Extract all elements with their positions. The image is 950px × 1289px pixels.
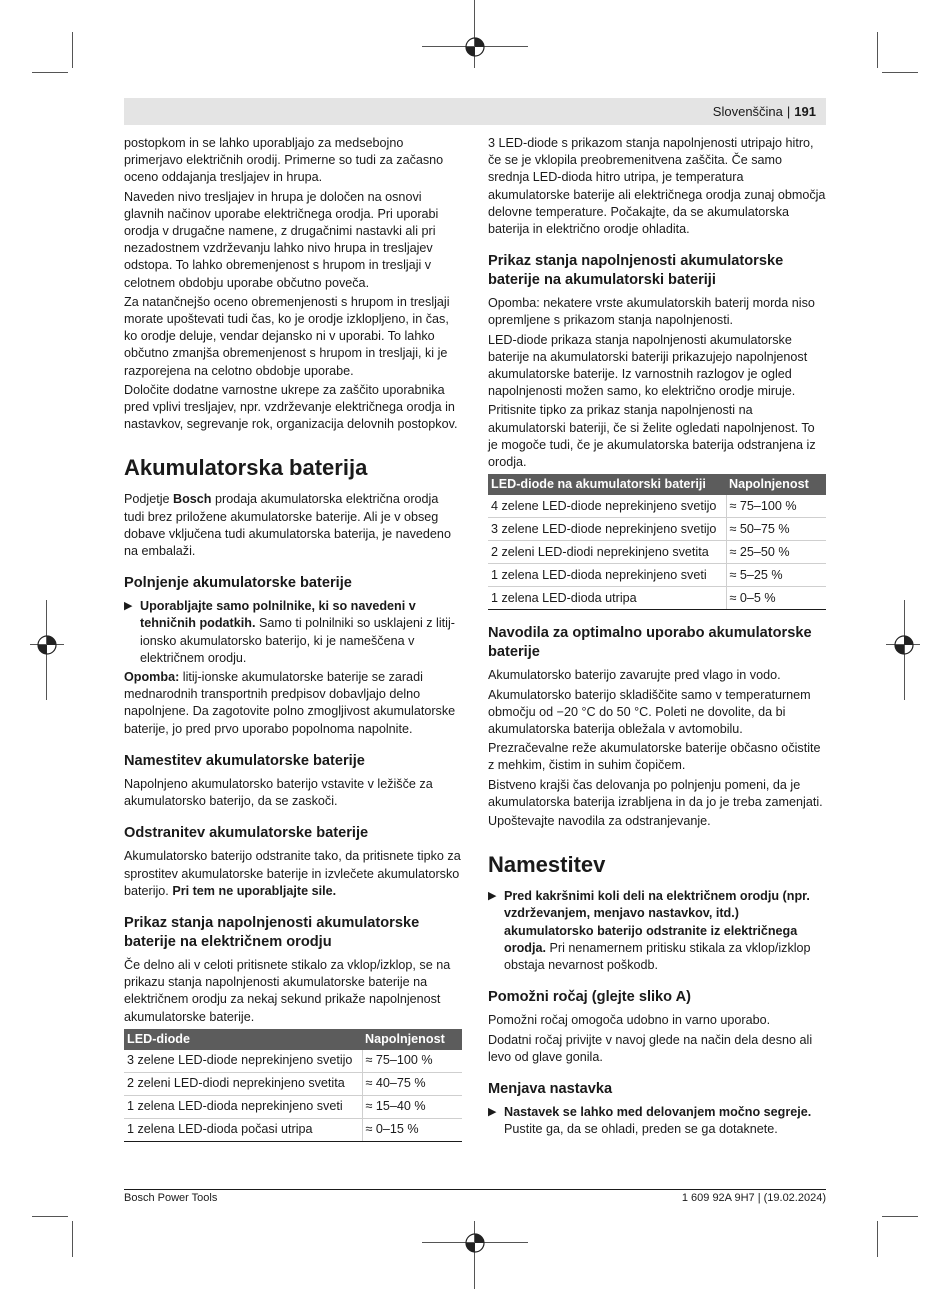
crop-mark <box>882 72 918 73</box>
section-title: Namestitev <box>488 852 606 878</box>
table-row: 4 zelene LED-diode neprekinjeno svetijo ≈ 75–100 % <box>488 495 826 518</box>
paragraph: Naveden nivo tresljajev in hrupa je določen na osnovi glavnih načinov uporabe električnega orodja. Pri uporabi orodja v drugačne namene, z drugačnimi nastavki ali pri nezadostnem vzdrževanju lahko nivo hrupa in tresljajev odstopa. To lahko obremenjenost s hrupom in tresljaji v celotnem obdobju uporabe občutno poveča. <box>124 189 439 290</box>
paragraph: Akumulatorsko baterijo odstranite tako, da pritisnete tipko za sprostitev akumulatorske baterije in izvlečete akumulatorsko baterijo. Pri tem ne uporabljajte sile. <box>124 849 461 898</box>
table-header: LED-diode na akumulatorski bateriji <box>488 474 726 495</box>
subsection-title: Polnjenje akumulatorske baterije <box>124 575 352 592</box>
paragraph: Akumulatorsko baterijo zavarujte pred vlago in vodo. <box>488 668 781 683</box>
subsection-title: Namestitev akumulatorske baterije <box>124 752 365 769</box>
paragraph: Določite dodatne varnostne ukrepe za zaščito uporabnika pred vplivi tresljajev, npr. vzdrževanje električnega orodja in nastavkov, segrevanje rok, organizacija delovnih postopkov. <box>124 382 458 432</box>
crop-mark <box>72 32 73 68</box>
table-header: LED-diode <box>124 1029 362 1050</box>
battery-led-table <box>488 474 826 610</box>
footer-doc-id: 1 609 92A 9H7 | (19.02.2024) <box>681 1192 826 1204</box>
paragraph: Podjetje Bosch prodaja akumulatorska električna orodja tudi brez priložene akumulatorske baterije. Ali je v obseg dobave vključena tudi akumulatorska baterija, je navedeno na embalaži. <box>124 492 451 559</box>
paragraph: Pomožni ročaj omogoča udobno in varno uporabo. <box>488 1013 771 1028</box>
table-row: 2 zeleni LED-diodi neprekinjeno svetita ≈ 40–75 % <box>124 1072 462 1095</box>
bullet-triangle-icon: ▶ <box>124 600 133 613</box>
paragraph: Napolnjeno akumulatorsko baterijo vstavite v ležišče za akumulatorsko baterijo, da se zaskoči. <box>124 776 433 809</box>
paragraph: Če delno ali v celoti pritisnete stikalo za vklop/izklop, se na prikazu stanja napolnjenosti akumulatorske baterije na električnem orodju za nekaj sekund prikaže napolnjenost akumulatorske baterije. <box>124 957 451 1024</box>
crop-mark <box>32 72 68 73</box>
table-row: 1 zelena LED-dioda neprekinjeno sveti ≈ 15–40 % <box>124 1095 462 1118</box>
subsection-title: Navodila za optimalno uporabo akumulatorske baterije <box>488 625 812 661</box>
note: Opomba: litij-ionske akumulatorske baterije se zaradi mednarodnih transportnih predpisov dobavljajo delno napolnjene. Da zagotovite polno zmogljivost akumulatorske baterije, jo pred prvo uporabo popolnoma napolnite. <box>124 670 456 736</box>
paragraph: Prezračevalne reže akumulatorske baterije občasno očistite z mehkim, čistim in suhim čopičem. <box>488 741 821 773</box>
instruction-item: ▶ Pred kakršnimi koli deli na električnem orodju (npr. vzdrževanjem, menjavo nastavkov, itd.) akumulatorsko baterijo odstranite iz električnega orodja. Pri nenamernem pritisku stikala za vklop/izklop obstaja nevarnost poškodb. <box>488 889 811 973</box>
subsection-title: Menjava nastavka <box>488 1080 613 1097</box>
instruction-item: ▶ Nastavek se lahko med delovanjem močno segreje. Pustite ga, da se ohladi, preden se ga dotaknete. <box>488 1104 812 1137</box>
crop-mark <box>882 1216 918 1217</box>
section-title: Akumulatorska baterija <box>124 455 368 481</box>
paragraph: Dodatni ročaj privijte v navoj glede na način dela desno ali levo od glave gonila. <box>488 1032 813 1064</box>
crop-mark <box>72 1221 73 1257</box>
registration-mark-icon <box>36 634 58 656</box>
instruction-item: ▶ Uporabljajte samo polnilnike, ki so navedeni v tehničnih podatkih. Samo ti polnilniki so usklajeni z litij-ionsko akumulatorsko baterijo, ki je nameščena v električnem orodju. <box>124 599 455 665</box>
tool-led-table <box>124 1029 462 1142</box>
table-row: 2 zeleni LED-diodi neprekinjeno svetita ≈ 25–50 % <box>488 541 826 564</box>
table-header: Napolnjenost <box>726 474 826 495</box>
table-row: 1 zelena LED-dioda neprekinjeno sveti ≈ 5–25 % <box>488 564 826 587</box>
table-row: 1 zelena LED-dioda počasi utripa ≈ 0–15 % <box>124 1118 462 1141</box>
subsection-title: Prikaz stanja napolnjenosti akumulatorske baterije na akumulatorski bateriji <box>488 253 784 289</box>
paragraph: Za natančnejšo oceno obremenjenosti s hrupom in tresljaji morate upoštevati tudi čas, ko je orodje izklopljeno, in čas, ko orodje deluje, vendar dejansko ni v uporabi. To lahko občutno zmanjša obremenjenost s hrupom in tresljaji, ki je razporejena na celotno obdobje uporabe. <box>124 294 450 378</box>
table-header: Napolnjenost <box>362 1029 462 1050</box>
paragraph: 3 LED-diode s prikazom stanja napolnjenosti utripajo hitro, če se je vklopila preobremenitvena zaščita. Če samo srednja LED-dioda hitro utripa, je temperatura akumulatorske baterije ali električnega orodja zunaj območja delovne temperature. Počakajte, da se akumulatorska baterija in električno orodje ohladita. <box>488 136 826 237</box>
subsection-title: Prikaz stanja napolnjenosti akumulatorske baterije na električnem orodju <box>124 914 420 950</box>
table-row: 1 zelena LED-dioda utripa ≈ 0–5 % <box>488 587 826 610</box>
paragraph: postopkom in se lahko uporabljajo za medsebojno primerjavo električnih orodij. Primerne so tudi za začasno oceno oddajanja tresljajev in hrupa. <box>124 136 444 185</box>
paragraph: Pritisnite tipko za prikaz stanja napolnjenosti na akumulatorski bateriji, če si želite ogledati napolnjenost. To je mogoče tudi, če je akumulatorska baterija odstranjena iz orodja. <box>488 403 816 470</box>
right-column <box>488 135 826 1140</box>
footer-brand: Bosch Power Tools <box>124 1192 218 1204</box>
bullet-triangle-icon: ▶ <box>488 1105 497 1118</box>
page-number: 191 <box>794 104 816 119</box>
header-language: Slovenščina <box>712 104 783 119</box>
table-row: 3 zelene LED-diode neprekinjeno svetijo ≈ 75–100 % <box>124 1050 462 1073</box>
paragraph: Upoštevajte navodila za odstranjevanje. <box>488 814 711 829</box>
subsection-title: Pomožni ročaj (glejte sliko A) <box>488 989 691 1006</box>
crop-mark <box>877 32 878 68</box>
paragraph: Opomba: nekatere vrste akumulatorskih baterij morda niso opremljene s prikazom stanja napolnjenosti. <box>488 296 815 328</box>
paragraph: LED-diode prikaza stanja napolnjenosti akumulatorske baterije na akumulatorski bateriji prikazujejo napolnjenost akumulatorske baterije. Iz varnostnih razlogov je ogled napolnjenosti možen samo, ko električno orodje miruje. <box>488 332 808 399</box>
left-column <box>124 135 462 1146</box>
registration-mark-icon <box>464 36 486 58</box>
subsection-title: Odstranitev akumulatorske baterije <box>124 825 369 842</box>
paragraph: Akumulatorsko baterijo skladiščite samo v temperaturnem območju od −20 °C do 50 °C. Poleti ne dovolite, da bi akumulatorska baterija obležala v avtomobilu. <box>488 687 811 737</box>
registration-mark-icon <box>893 634 915 656</box>
registration-mark-icon <box>464 1232 486 1254</box>
table-row: 3 zelene LED-diode neprekinjeno svetijo ≈ 50–75 % <box>488 518 826 541</box>
paragraph: Bistveno krajši čas delovanja po polnjenju pomeni, da je akumulatorska baterija izrabljena in da jo je treba zamenjati. <box>488 777 823 809</box>
footer-rule <box>124 1189 826 1190</box>
page-header: Slovenščina | 191 <box>124 98 826 125</box>
crop-mark <box>32 1216 68 1217</box>
crop-mark <box>877 1221 878 1257</box>
bullet-triangle-icon: ▶ <box>488 890 497 903</box>
